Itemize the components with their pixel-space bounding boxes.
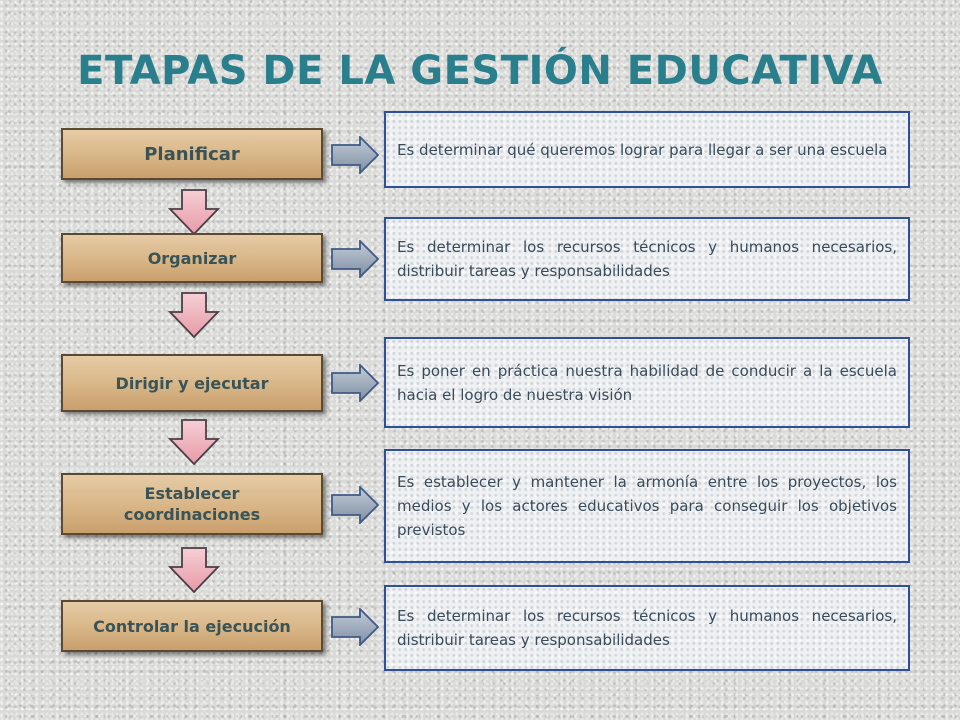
stage-description: Es determinar los recursos técnicos y humanos necesarios, distribuir tareas y responsabilidades <box>397 607 897 649</box>
arrow-right-icon <box>330 240 380 278</box>
stage-controlar-la-ejecucion <box>61 600 323 652</box>
stage-description: Es determinar los recursos técnicos y humanos necesarios, distribuir tareas y responsabilidades <box>397 238 897 280</box>
stage-planificar <box>61 128 323 180</box>
stage-organizar <box>61 233 323 283</box>
arrow-down-icon <box>168 189 220 235</box>
stage-label: Organizar <box>147 248 237 268</box>
stage-description-box <box>384 217 910 301</box>
arrow-down-icon <box>168 292 220 338</box>
page-title: ETAPAS DE LA GESTIÓN EDUCATIVA <box>77 48 883 94</box>
arrow-right-icon <box>330 486 380 524</box>
arrow-right-icon <box>330 136 380 174</box>
stage-establecer-coordinaciones <box>61 473 323 535</box>
arrow-down-icon <box>168 547 220 593</box>
stage-description-box <box>384 337 910 428</box>
stage-description-box <box>384 449 910 563</box>
stage-label: Planificar <box>144 143 240 165</box>
stage-description: Es poner en práctica nuestra habilidad de conducir a la escuela hacia el logro de nuestra visión <box>397 361 897 404</box>
stage-dirigir-y-ejecutar <box>61 354 323 412</box>
stage-label: Dirigir y ejecutar <box>115 373 269 393</box>
arrow-down-icon <box>168 419 220 465</box>
stage-description: Es establecer y mantener la armonía entre los proyectos, los medios y los actores educativos para conseguir los objetivos previstos <box>397 473 897 539</box>
stage-label: Establecer coordinaciones <box>123 484 261 524</box>
stage-description-box <box>384 111 910 188</box>
stage-description-box <box>384 585 910 671</box>
arrow-right-icon <box>330 608 380 646</box>
arrow-right-icon <box>330 364 380 402</box>
stage-label: Controlar la ejecución <box>93 616 291 636</box>
stage-description: Es determinar qué queremos lograr para llegar a ser una escuela <box>397 140 888 159</box>
